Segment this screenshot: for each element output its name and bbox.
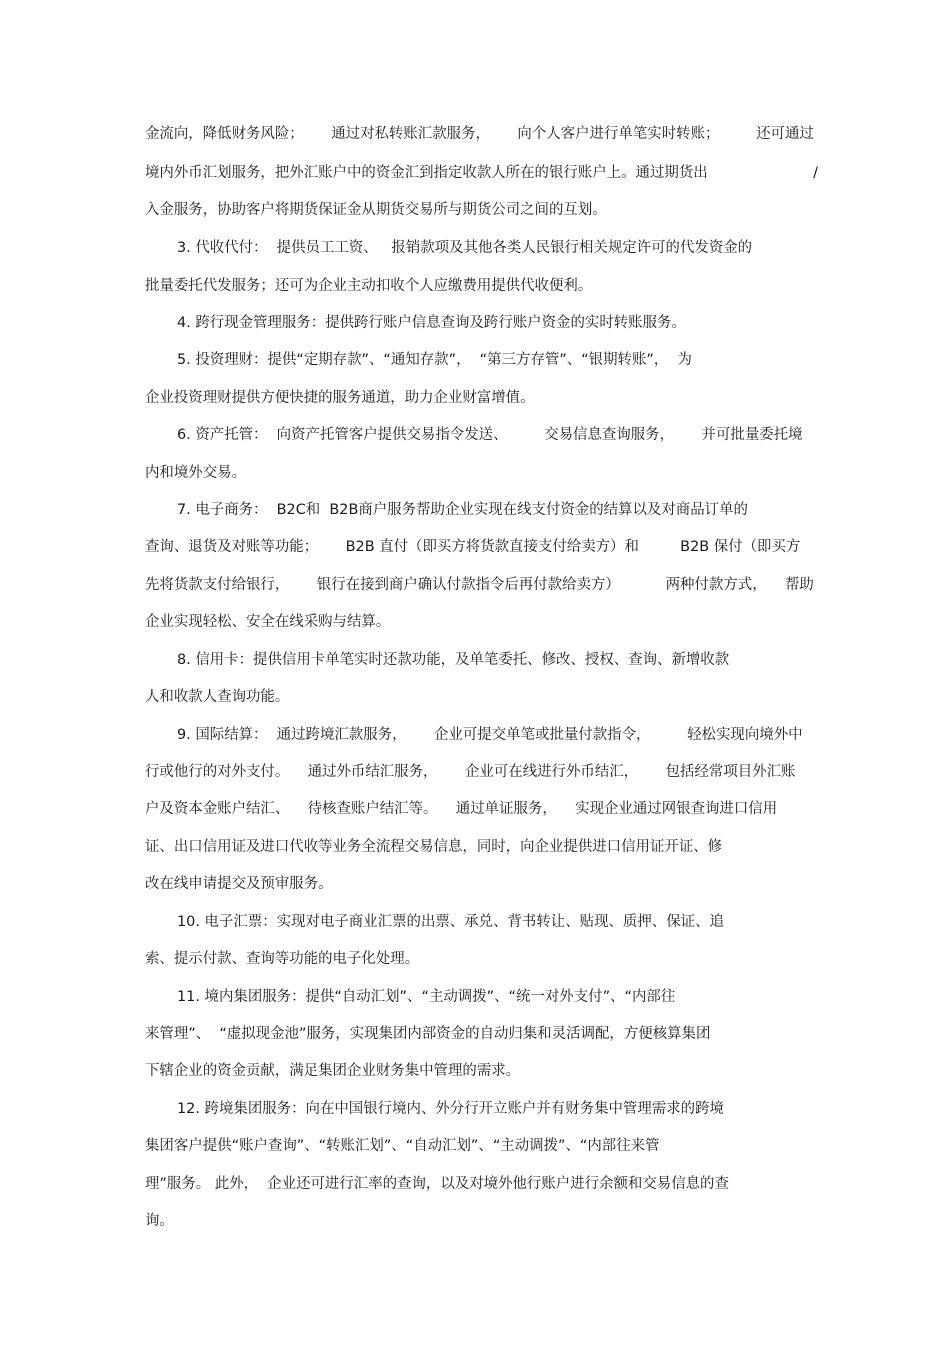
text-line: 下辖企业的资金贡献，满足集团企业财务集中管理的需求。 <box>145 1063 521 1079</box>
text-line: 批量委托代发服务；还可为企业主动扣收个人应缴费用提供代收便利。 <box>145 278 593 294</box>
text-line: 12. 跨境集团服务：向在中国银行境内、外分行开立账户并有财务集中管理需求的跨境 <box>177 1101 724 1117</box>
text-line: 10. 电子汇票：实现对电子商业汇票的出票、承兑、背书转让、贴现、质押、保证、追 <box>177 914 724 930</box>
text-line: 5. 投资理财：提供“定期存款”、“通知存款”， “第三方存管”、“银期转账”， 为 <box>177 352 692 368</box>
text-line: 企业实现轻松、安全在线采购与结算。 <box>145 614 391 630</box>
text-line: 查询、退货及对账等功能； B2B 直付（即买方将货款直接支付给卖方）和 B2B 保付（即买方 <box>145 539 801 555</box>
text-line: 4. 跨行现金管理服务：提供跨行账户信息查询及跨行账户资金的实时转账服务。 <box>177 315 686 331</box>
text-line: 改在线申请提交及预审服务。 <box>145 876 333 892</box>
text-line: 9. 国际结算： 通过跨境汇款服务， 企业可提交单笔或批量付款指令， 轻松实现向境外中 <box>177 727 803 743</box>
text-line: 入金服务，协助客户将期货保证金从期货交易所与期货公司之间的互划。 <box>145 202 607 218</box>
text-line: 行或他行的对外支付。 通过外币结汇服务， 企业可在线进行外币结汇， 包括经常项目外汇账 <box>145 764 796 780</box>
text-line: 证、出口信用证及进口代收等业务全流程交易信息，同时，向企业提供进口信用证开证、修 <box>145 839 723 855</box>
text-line: 境内外币汇划服务，把外汇账户中的资金汇到指定收款人所在的银行账户上。通过期货出 / <box>145 165 819 181</box>
text-line: 8. 信用卡：提供信用卡单笔实时还款功能，及单笔委托、修改、授权、查询、新增收款 <box>177 652 730 668</box>
text-line: 企业投资理财提供方便快捷的服务通道，助力企业财富增值。 <box>145 390 535 406</box>
text-line: 询。 <box>145 1213 174 1229</box>
text-line: 内和境外交易。 <box>145 465 246 481</box>
text-line: 理”服务。 此外， 企业还可进行汇率的查询，以及对境外他行账户进行余额和交易信息的查 <box>145 1176 729 1192</box>
text-line: 先将货款支付给银行， 银行在接到商户确认付款指令后再付款给卖方） 两种付款方式， 帮助 <box>145 577 814 593</box>
text-line: 3. 代收代付： 提供员工工资、 报销款项及其他各类人民银行相关规定许可的代发资金的 <box>177 240 753 256</box>
text-line: 11. 境内集团服务：提供“自动汇划”、“主动调拨”、“统一对外支付”、“内部往 <box>177 989 676 1005</box>
text-line: 金流向，降低财务风险； 通过对私转账汇款服务， 向个人客户进行单笔实时转账； 还可通过 <box>145 126 814 142</box>
text-line: 户及资本金账户结汇、 待核查账户结汇等。 通过单证服务， 实现企业通过网银查询进口信用 <box>145 801 778 817</box>
text-line: 索、提示付款、查询等功能的电子化处理。 <box>145 951 420 967</box>
text-line: 来管理”、 “虚拟现金池”服务，实现集团内部资金的自动归集和灵活调配，方便核算集团 <box>145 1026 711 1042</box>
text-line: 集团客户提供“账户查询”、“转账汇划”、“自动汇划”、“主动调拨”、“内部往来管 <box>145 1138 660 1154</box>
text-line: 人和收款人查询功能。 <box>145 689 290 705</box>
text-line: 7. 电子商务： B2C和 B2B商户服务帮助企业实现在线支付资金的结算以及对商品订单的 <box>177 502 748 518</box>
text-line: 6. 资产托管： 向资产托管客户提供交易指令发送、 交易信息查询服务， 并可批量委托境 <box>177 427 803 443</box>
